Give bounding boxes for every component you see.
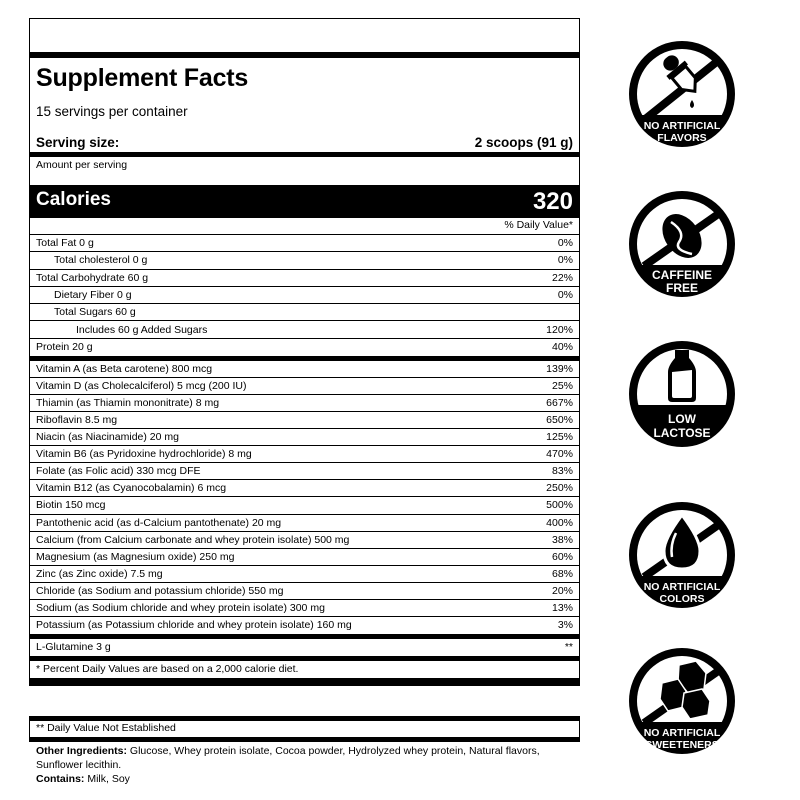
dropper-icon [624,36,740,152]
nutrient-name: Chloride (as Sodium and potassium chloride) 550 mg [36,584,284,597]
nutrient-name: Folate (as Folic acid) 330 mcg DFE [36,465,201,478]
dv-not-established-box [29,716,580,742]
nutrient-name: Total cholesterol 0 g [54,254,148,267]
coffee-bean-icon [624,186,740,302]
ingredients-block [36,744,586,786]
micronutrient-row [30,463,579,480]
badge-low-lactose [624,336,740,452]
nutrient-dv: 500% [546,499,573,512]
nutrient-name: Niacin (as Niacinamide) 20 mg [36,431,179,444]
nutrient-row [30,235,579,252]
nutrient-name: Magnesium (as Magnesium oxide) 250 mg [36,550,235,563]
svg-text:NO ARTIFICIAL: NO ARTIFICIAL [643,120,721,132]
nutrient-dv: 667% [546,397,573,410]
micronutrient-row [30,378,579,395]
badge-no-artificial-colors [624,497,740,613]
nutrient-name: Dietary Fiber 0 g [54,289,132,302]
panel-title: Supplement Facts [36,64,249,92]
sugar-cubes-icon [624,643,740,759]
nutrient-name: Total Sugars 60 g [54,306,136,319]
micronutrient-row [30,361,579,378]
micronutrient-row [30,515,579,532]
micronutrient-row [30,532,579,549]
nutrient-dv: 68% [551,567,573,580]
calories-row [30,185,579,218]
badge-no-artificial-flavors [624,36,740,152]
nutrient-dv: 470% [546,448,573,461]
nutrient-dv: 40% [551,341,573,354]
nutrient-dv: 250% [546,482,573,495]
micronutrient-row [30,412,579,429]
nutrient-name: Vitamin B6 (as Pyridoxine hydrochloride) 8 mg [36,448,252,461]
other-ingredient-row [30,639,579,656]
nutrient-dv: 25% [551,380,573,393]
droplet-icon [624,497,740,613]
nutrient-dv: 650% [546,414,573,427]
nutrient-row [30,339,579,356]
other-ingredients-label: Other Ingredients: [36,745,128,757]
nutrient-name: Protein 20 g [36,341,93,354]
micronutrient-row [30,497,579,514]
milk-bottle-icon [624,336,740,452]
micronutrient-row [30,480,579,497]
nutrient-name: Vitamin D (as Cholecalciferol) 5 mcg (200 IU) [36,380,247,393]
nutrient-row [30,321,579,338]
micronutrient-row [30,583,579,600]
contains-label: Contains: [36,773,85,785]
svg-text:SWEETENERS: SWEETENERS [645,739,719,751]
nutrient-name: Thiamin (as Thiamin mononitrate) 8 mg [36,397,220,410]
micronutrient-row [30,600,579,617]
nutrient-name: Includes 60 g Added Sugars [76,323,208,336]
nutrient-row [30,270,579,287]
micronutrient-row [30,429,579,446]
nutrient-dv: 0% [557,254,573,267]
other-ingredients [36,744,586,772]
nutrient-row [30,287,579,304]
nutrient-dv: 13% [551,601,573,614]
divider-thick [30,737,579,742]
nutrient-name: Zinc (as Zinc oxide) 7.5 mg [36,567,163,580]
badge-caffeine-free [624,186,740,302]
nutrient-name: L-Glutamine 3 g [36,641,111,654]
nutrient-dv: 3% [557,619,573,632]
svg-text:LOW: LOW [668,412,696,426]
allergens [36,772,586,786]
percent-dv-footnote: * Percent Daily Values are based on a 2,000 calorie diet. [36,662,299,675]
svg-text:NO ARTIFICIAL: NO ARTIFICIAL [643,581,721,593]
nutrient-name: Vitamin A (as Beta carotene) 800 mcg [36,363,213,376]
nutrient-dv: 139% [546,363,573,376]
nutrient-name: Calcium (from Calcium carbonate and whey protein isolate) 500 mg [36,533,350,546]
svg-text:CAFFEINE: CAFFEINE [652,268,712,282]
nutrient-dv: 120% [546,323,573,336]
daily-value-header: % Daily Value* [30,218,579,235]
nutrient-name: Sodium (as Sodium chloride and whey protein isolate) 300 mg [36,601,325,614]
amount-per-serving: Amount per serving [36,159,128,171]
servings-per-container: 15 servings per container [36,104,188,119]
nutrient-name: Total Fat 0 g [36,237,94,250]
nutrient-dv: 83% [551,465,573,478]
nutrient-dv: 60% [551,550,573,563]
nutrient-dv: 0% [557,237,573,250]
nutrient-dv: 22% [551,271,573,284]
other-ingredients-text: Glucose, Whey protein isolate, Cocoa powder, Hydrolyzed whey protein, Natural flavors, Sunflower lecithin. [36,745,540,771]
svg-text:FREE: FREE [665,281,699,295]
serving-size-value: 2 scoops (91 g) [474,135,573,150]
nutrient-dv: ** [564,641,573,654]
nutrient-row [30,304,579,321]
serving-size-row [30,128,579,152]
nutrient-dv: 125% [546,431,573,444]
svg-text:LACTOSE: LACTOSE [653,426,711,440]
calories-value: 320 [532,187,573,215]
micronutrient-row [30,617,579,634]
serving-size-label: Serving size: [36,135,120,150]
svg-text:FLAVORS: FLAVORS [657,132,707,144]
nutrient-dv: 38% [551,533,573,546]
micronutrient-row [30,549,579,566]
nutrient-dv: 400% [546,516,573,529]
calories-label: Calories [36,188,111,210]
nutrient-name: Vitamin B12 (as Cyanocobalamin) 6 mcg [36,482,227,495]
nutrient-name: Biotin 150 mcg [36,499,106,512]
nutrient-dv: 0% [557,289,573,302]
divider-bottom [30,678,579,686]
nutrient-row [30,252,579,269]
nutrient-name: Total Carbohydrate 60 g [36,271,149,284]
nutrient-dv: 20% [551,584,573,597]
svg-text:NO ARTIFICIAL: NO ARTIFICIAL [643,727,721,739]
micronutrient-row [30,446,579,463]
header-blank [30,19,579,52]
nutrient-name: Pantothenic acid (as d-Calcium pantothenate) 20 mg [36,516,282,529]
nutrient-name: Riboflavin 8.5 mg [36,414,118,427]
supplement-facts-panel [29,18,580,686]
dv-not-established-note: ** Daily Value Not Established [36,722,176,734]
badge-no-artificial-sweeteners [624,643,740,759]
contains-text: Milk, Soy [84,773,130,785]
micronutrient-row [30,566,579,583]
nutrient-name: Potassium (as Potassium chloride and whey protein isolate) 160 mg [36,619,352,632]
micronutrient-row [30,395,579,412]
svg-text:COLORS: COLORS [659,593,705,605]
